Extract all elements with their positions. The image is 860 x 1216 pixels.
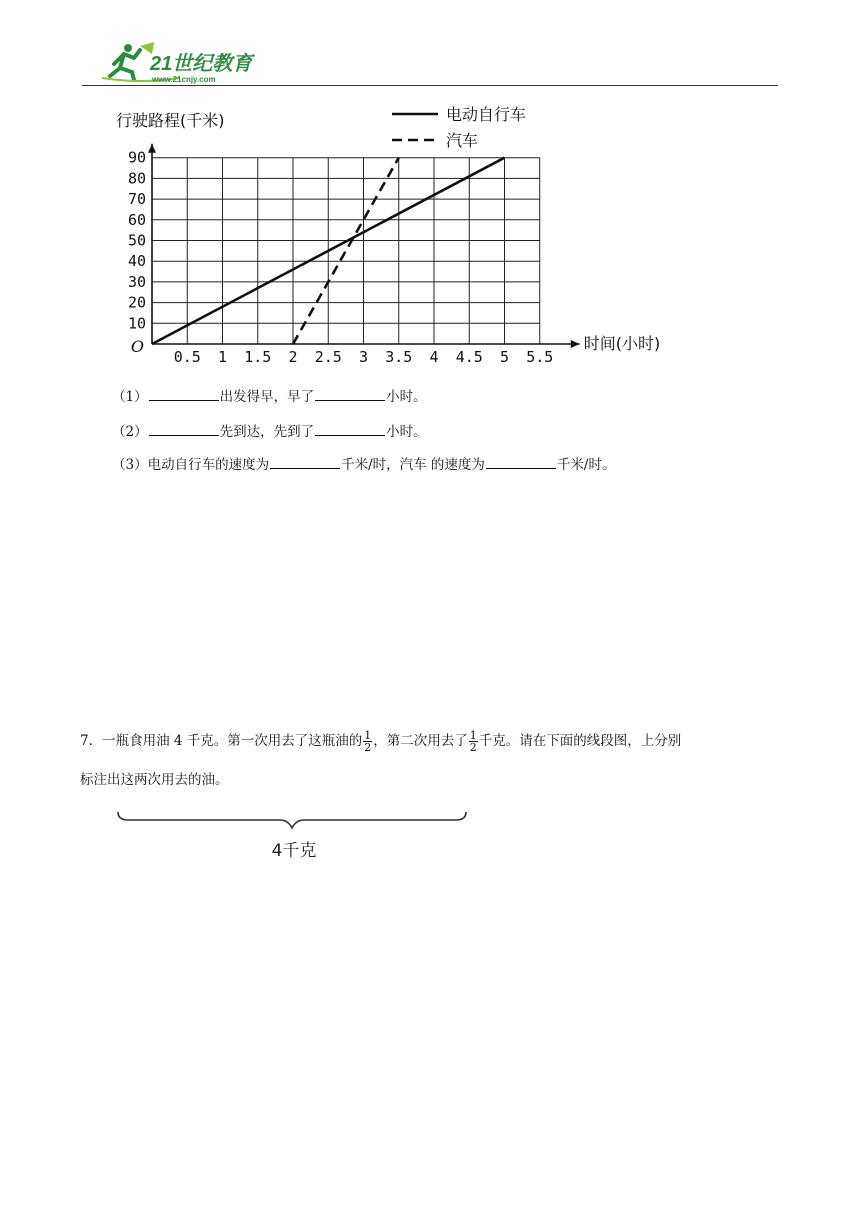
x-tick-label: 5 [499,348,510,366]
question-3-text-b: 千米/时，汽车 的速度为 [341,457,485,473]
y-axis-label: 行驶路程(千米) [116,111,225,130]
answer-blank-3a[interactable] [270,454,340,469]
question-2-text: 先到达，先到了 [219,424,315,440]
header-divider [82,85,778,86]
logo-subtext: www.21cnjy.com [152,75,216,84]
question-3-number: （3） [112,457,148,473]
x-tick-label: 3 [358,348,369,366]
x-tick-label: 2.5 [314,348,342,366]
site-logo [100,40,280,84]
problem-7-text-c: 千克。请在下面的线段图，上分别 [478,733,682,749]
y-tick-label: 40 [127,252,146,271]
y-tick-label: 50 [127,231,146,250]
problem-7-text-b: ，第二次用去了 [373,733,468,749]
origin-label: O [130,337,144,356]
question-2-number: （2） [112,424,148,440]
question-2-unit: 小时。 [386,424,427,440]
fraction-one-half [363,730,372,753]
series-line-car [293,158,399,344]
x-tick-label: 3.5 [385,348,413,366]
fraction-numerator: 1 [469,729,477,742]
problem-7-text-d: 标注出这两次用去的油。 [80,772,229,788]
x-tick-label: 1.5 [244,348,272,366]
legend-label: 汽车 [446,131,479,150]
y-tick-label: 90 [127,148,146,167]
problem-7-line-2 [80,769,229,791]
x-tick-label: 0.5 [173,348,201,366]
question-1-text: 出发得早，早了 [219,389,315,405]
brace-label: 4千克 [271,841,317,861]
question-1-unit: 小时。 [386,389,427,405]
question-3-text-c: 千米/时。 [556,457,616,473]
answer-blank-1b[interactable] [315,386,385,401]
x-axis-arrow-icon [571,340,580,348]
y-tick-label: 30 [127,272,146,291]
legend-label: 电动自行车 [446,105,527,124]
problem-7-line-1 [80,730,681,753]
question-2 [112,421,427,442]
fraction-numerator: 1 [364,729,372,742]
y-tick-label: 10 [127,314,146,333]
segment-brace-diagram [110,808,480,868]
y-axis-arrow-icon [148,144,156,153]
question-3-text-a: 电动自行车的速度为 [147,457,270,473]
question-1-number: （1） [112,389,148,405]
answer-blank-1a[interactable] [149,386,219,401]
x-tick-label: 2 [288,348,298,366]
problem-7-text-a: 7．一瓶食用油 4 千克。第一次用去了这瓶油的 [80,733,363,749]
y-tick-label: 60 [127,210,146,229]
fraction-denominator: 2 [364,741,372,754]
x-tick-label: 4.5 [455,348,483,366]
travel-distance-chart [100,96,700,376]
y-tick-label: 80 [127,169,146,188]
x-tick-label: 4 [429,348,439,366]
y-tick-label: 20 [127,293,146,312]
question-1 [112,386,427,407]
fraction-denominator: 2 [469,741,477,754]
x-tick-label: 5.5 [526,348,554,366]
fraction-one-half-kg [469,730,478,753]
answer-blank-3b[interactable] [486,454,556,469]
answer-blank-2b[interactable] [315,421,385,436]
y-tick-label: 70 [127,190,146,209]
answer-blank-2a[interactable] [149,421,219,436]
x-tick-label: 1 [217,348,228,366]
question-3 [112,454,616,475]
logo-text: 21世纪教育 [150,53,253,75]
curly-brace [118,812,466,828]
x-axis-label: 时间(小时) [583,334,661,353]
